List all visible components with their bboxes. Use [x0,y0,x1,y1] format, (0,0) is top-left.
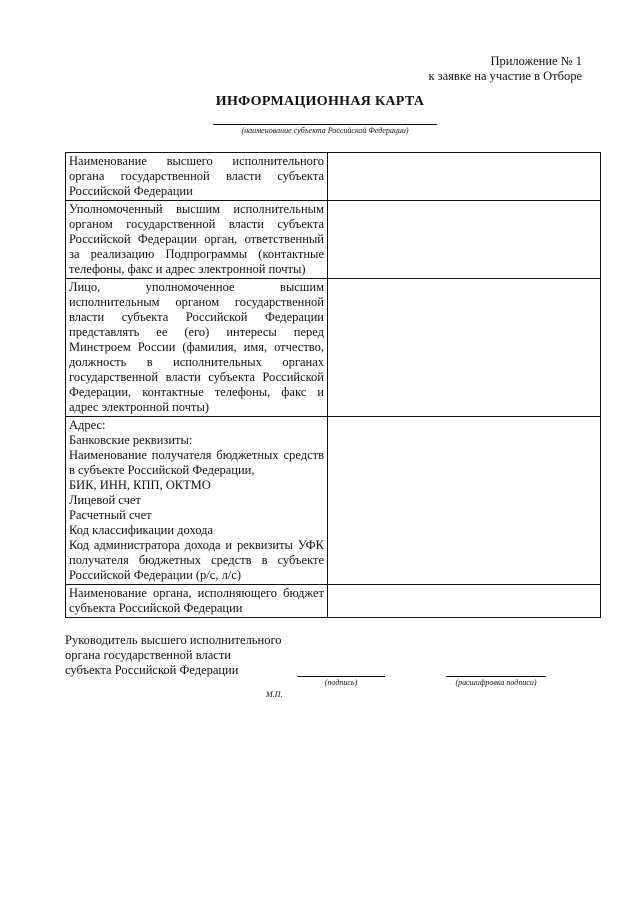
settlement-account-label: Расчетный счет [69,508,152,522]
signature-decode-caption: (расшифровка подписи) [455,678,537,687]
appendix-header [428,54,582,84]
address-label: Адрес: [69,418,106,432]
page-title: ИНФОРМАЦИОННАЯ КАРТА [215,94,425,109]
table-row [66,279,601,417]
row-value-bank-details[interactable] [328,417,601,585]
signature-title-line3: субъекта Российской Федерации [65,663,239,677]
appendix-number: Приложение № 1 [490,54,582,68]
recipient-name-label: Наименование получателя бюджетных средств в субъекте Российской Федерации, [69,448,324,477]
administrator-code-label: Код администратора дохода и реквизиты УФК получателя бюджетных средств в субъекте Российской Федерации (р/с, л/с) [69,538,324,582]
row-label-budget-executor: Наименование органа, исполняющего бюджет субъекта Российской Федерации [66,585,328,618]
personal-account-label: Лицевой счет [69,493,141,507]
seal-placeholder: М.П. [266,690,283,699]
info-card-table [65,152,601,618]
row-label-authorized-person: Лицо, уполномоченное высшим исполнительным органом государственной власти субъекта Российской Федерации представлять ее (его) интересы перед Минстроем России (фамилия, имя, отчество, должность в исполнительных органах государственной власти субъекта Российской Федерации, контактные телефоны, факс и адрес электронной почты) [66,279,328,417]
bank-codes-label: БИК, ИНН, КПП, ОКТМО [69,478,211,492]
row-value-authorized-body[interactable] [328,201,601,279]
subject-name-caption: (наименование субъекта Российской Федерации) [241,126,409,135]
row-value-authorized-person[interactable] [328,279,601,417]
signature-title-line2: органа государственной власти [65,648,231,662]
signature-decode-line[interactable] [446,676,546,677]
row-label-authorized-body: Уполномоченный высшим исполнительным органом государственной власти субъекта Российской Федерации орган, ответственный за реализацию Подпрограммы (контактные телефоны, факс и адрес электронной почты) [66,201,328,279]
table-row [66,417,601,585]
row-value-budget-executor[interactable] [328,585,601,618]
signature-block [65,633,282,678]
table-row [66,585,601,618]
row-value-executive-body[interactable] [328,153,601,201]
appendix-reference: к заявке на участие в Отборе [428,69,582,83]
income-code-label: Код классификации дохода [69,523,214,537]
row-label-bank-details [66,417,328,585]
signature-title-line1: Руководитель высшего исполнительного [65,633,282,647]
signature-caption: (подпись) [324,678,358,687]
bank-details-label: Банковские реквизиты: [69,433,193,447]
subject-name-line[interactable] [213,124,437,125]
row-label-executive-body: Наименование высшего исполнительного органа государственной власти субъекта Российской Федерации [66,153,328,201]
table-row [66,153,601,201]
table-row [66,201,601,279]
signature-line[interactable] [297,676,385,677]
